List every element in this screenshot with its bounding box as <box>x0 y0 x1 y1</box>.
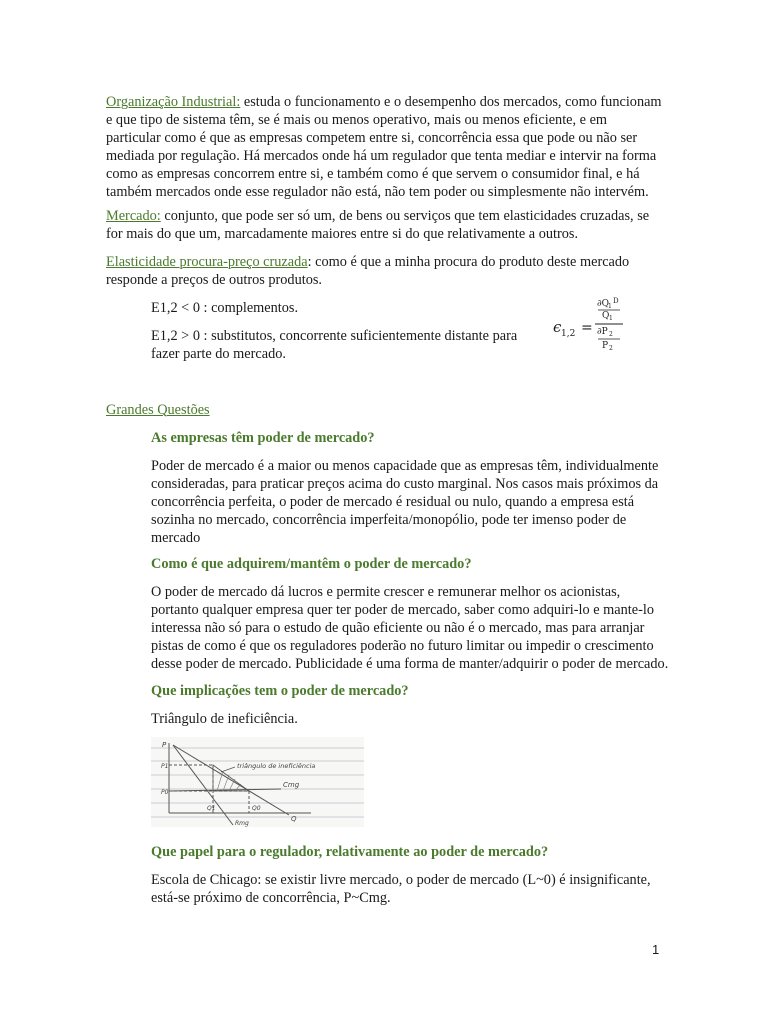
formula-epsilon-sub: 1,2 <box>561 329 576 339</box>
question-2-title: Como é que adquirem/mantêm o poder de mercado? <box>151 556 472 572</box>
sketch-label-q0: Q0 <box>252 805 261 812</box>
definition-mercado <box>106 207 662 243</box>
definition-text: conjunto, que pode ser só um, de bens ou serviços que tem elasticidades cruzadas, se for mais do que um, marcadamente maiores entre si do que relativamente a outros. <box>106 208 650 243</box>
sketch-label-p: P <box>162 741 167 749</box>
term-label: Mercado: <box>106 208 161 224</box>
formula-q: Q <box>602 311 610 321</box>
definition-elasticidade <box>106 253 662 289</box>
formula-epsilon: ϵ <box>553 318 562 336</box>
formula-dq: ∂Q <box>597 299 610 309</box>
formula-equals: = <box>581 320 593 336</box>
sketch-label-rmg: Rmg <box>235 820 249 827</box>
elasticity-complements: E1,2 < 0 : complementos. <box>151 300 299 316</box>
question-3-body: Triângulo de ineficiência. <box>151 711 298 727</box>
section-heading <box>106 401 662 419</box>
sketch-label-triangle: triângulo de ineficiência <box>237 762 316 770</box>
question-1-body: Poder de mercado é a maior ou menos capacidade que as empresas têm, individualmente consideradas, para praticar preços acima do custo marginal. Nos casos mais próximos da concorrência perfeita, o poder de mercado é residual ou nulo, quando a empresa está sozinha no mercado, concorrência imperfeita/monopólio, pode ter imenso poder de mercado <box>151 458 659 547</box>
sketch-label-p1: P1 <box>161 763 169 770</box>
definition-organizacao-industrial <box>106 93 662 202</box>
question-3-title: Que implicações tem o poder de mercado? <box>151 683 409 699</box>
formula-dp: ∂P <box>597 327 608 337</box>
sketch-label-p0: P0 <box>161 789 169 796</box>
inefficiency-triangle-sketch <box>151 737 364 827</box>
formula-dq-sup: D <box>613 297 619 305</box>
page-number: 1 <box>652 942 660 957</box>
formula-dp-sub: 2 <box>609 331 613 338</box>
definition-text: estuda o funcionamento e o desempenho dos mercados, como funcionam e que tipo de sistema têm, se é mais ou menos operativo, mais ou menos eficiente, e em particular como é que as empresas competem entre si, concorrência essa que pode ou não ser mediada por regulação. Há mercados onde há um regulador que tenta mediar e intervir na forma como as empresas concorrem entre si, e também como é que servem o consumidor final, e há também mercados onde esse regulador não está, não tem poder ou simplesmente não intervém. <box>106 94 662 201</box>
formula-p: P <box>602 341 609 351</box>
question-1-title: As empresas têm poder de mercado? <box>151 430 375 446</box>
term-label: Elasticidade procura-preço cruzada <box>106 254 308 270</box>
definition-text: : como é que a minha procura do produto deste mercado responde a preços de outros produtos. <box>106 254 630 289</box>
formula-p-sub: 2 <box>609 345 613 352</box>
term-label: Organização Industrial: <box>106 94 241 110</box>
sketch-label-q1: Q1 <box>207 805 216 812</box>
elasticity-substitutes: E1,2 > 0 : substitutos, concorrente suficientemente distante para fazer parte do mercado. <box>151 328 518 363</box>
question-2-body: O poder de mercado dá lucros e permite crescer e remunerar melhor os acionistas, portanto qualquer empresa quer ter poder de mercado, saber como adquiri-lo e mante-lo interessa não só para o estudo de quão eficiente ou não é o mercado, mas para arranjar pistas de como é que os reguladores poderão no futuro limitar ou impedir o crescimento desse poder de mercado. Publicidade é uma forma de manter/adquirir o poder de mercado. <box>151 584 669 673</box>
formula-q-sub: 1 <box>609 315 613 322</box>
formula-dq-sub: 1 <box>608 303 612 310</box>
question-4-title: Que papel para o regulador, relativamente ao poder de mercado? <box>151 844 549 860</box>
sketch-label-cmg: Cmg <box>283 781 300 789</box>
sketch-label-q: Q <box>291 815 297 823</box>
section-title: Grandes Questões <box>106 402 210 418</box>
cross-elasticity-formula <box>553 297 631 357</box>
question-4-body: Escola de Chicago: se existir livre mercado, o poder de mercado (L~0) é insignificante, está-se próximo de concorrência, P~Cmg. <box>151 872 651 907</box>
